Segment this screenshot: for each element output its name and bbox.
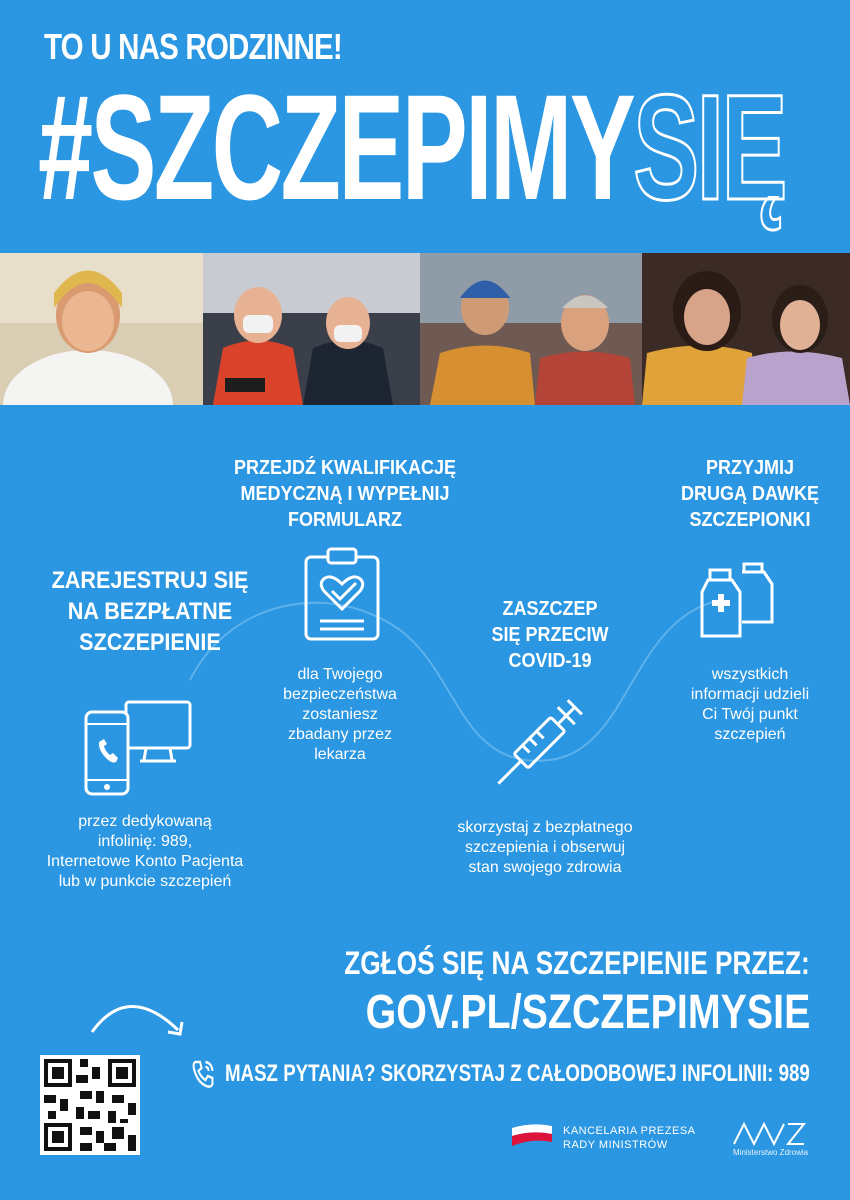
step-vaccinate-text: skorzystaj z bezpłatnego szczepienia i obserwuj stan swojego zdrowia [457, 819, 633, 876]
mother-daughter-photo-icon [642, 253, 850, 405]
cyclist-senior-photo-icon [420, 253, 642, 405]
phone-call-icon [191, 1058, 216, 1090]
hotline-text: MASZ PYTANIA? SKORZYSTAJ Z CAŁODOBOWEJ INFOLINII: 989 [225, 1060, 810, 1087]
ministry-health-label: Ministerstwo Zdrowia [733, 1148, 809, 1157]
polish-flag-icon [510, 1120, 554, 1150]
headline-outline: SIĘ [633, 63, 785, 231]
cta-title: ZGŁOŚ SIĘ NA SZCZEPIENIE PRZEZ: [344, 945, 810, 981]
headline-solid: #SZCZEPIMY [38, 63, 634, 231]
krpm-logo-text: KANCELARIA PREZESA RADY MINISTRÓW [563, 1125, 696, 1151]
photo-mother-daughter [642, 253, 850, 405]
headline [38, 63, 785, 231]
tagline: TO U NAS RODZINNE! [44, 26, 342, 67]
curved-arrow-icon [88, 992, 198, 1052]
vaccine-vials-icon [700, 560, 780, 640]
step-second-dose-title: PRZYJMIJ DRUGĄ DAWKĘ SZCZEPIONKI [680, 457, 820, 531]
hotline-info [191, 1058, 810, 1090]
qr-code[interactable] [40, 1055, 140, 1155]
paramedics-photo-icon [203, 253, 420, 405]
phone-monitor-icon [84, 698, 196, 798]
step-register-title: ZAREJESTRUJ SIĘ NA BEZPŁATNE SZCZEPIENIE [51, 567, 249, 656]
step-register-text: przez dedykowaną infolinię: 989, Internetowe Konto Pacjenta lub w punkcie szczepień [46, 813, 244, 890]
photo-paramedics [203, 253, 420, 405]
photo-nurse [0, 253, 203, 405]
step-qualify-text: dla Twojego bezpieczeństwa zostaniesz zbadany przez lekarza [283, 666, 397, 763]
step-second-dose-text: wszystkich informacji udzieli Ci Twój punkt szczepień [690, 666, 810, 743]
ministry-health-logo-icon [732, 1118, 808, 1148]
qr-code-icon [40, 1055, 140, 1155]
cta-url-link[interactable]: GOV.PL/SZCZEPIMYSIE [365, 986, 810, 1039]
photo-cyclist-senior [420, 253, 642, 405]
step-qualify-title: PRZEJDŹ KWALIFIKACJĘ MEDYCZNĄ I WYPEŁNIJ FORMULARZ [233, 457, 457, 531]
nurse-photo-icon [0, 253, 203, 405]
syringe-icon [480, 688, 596, 800]
step-vaccinate-title: ZASZCZEP SIĘ PRZECIW COVID-19 [491, 598, 609, 672]
clipboard-heart-icon [300, 545, 384, 641]
